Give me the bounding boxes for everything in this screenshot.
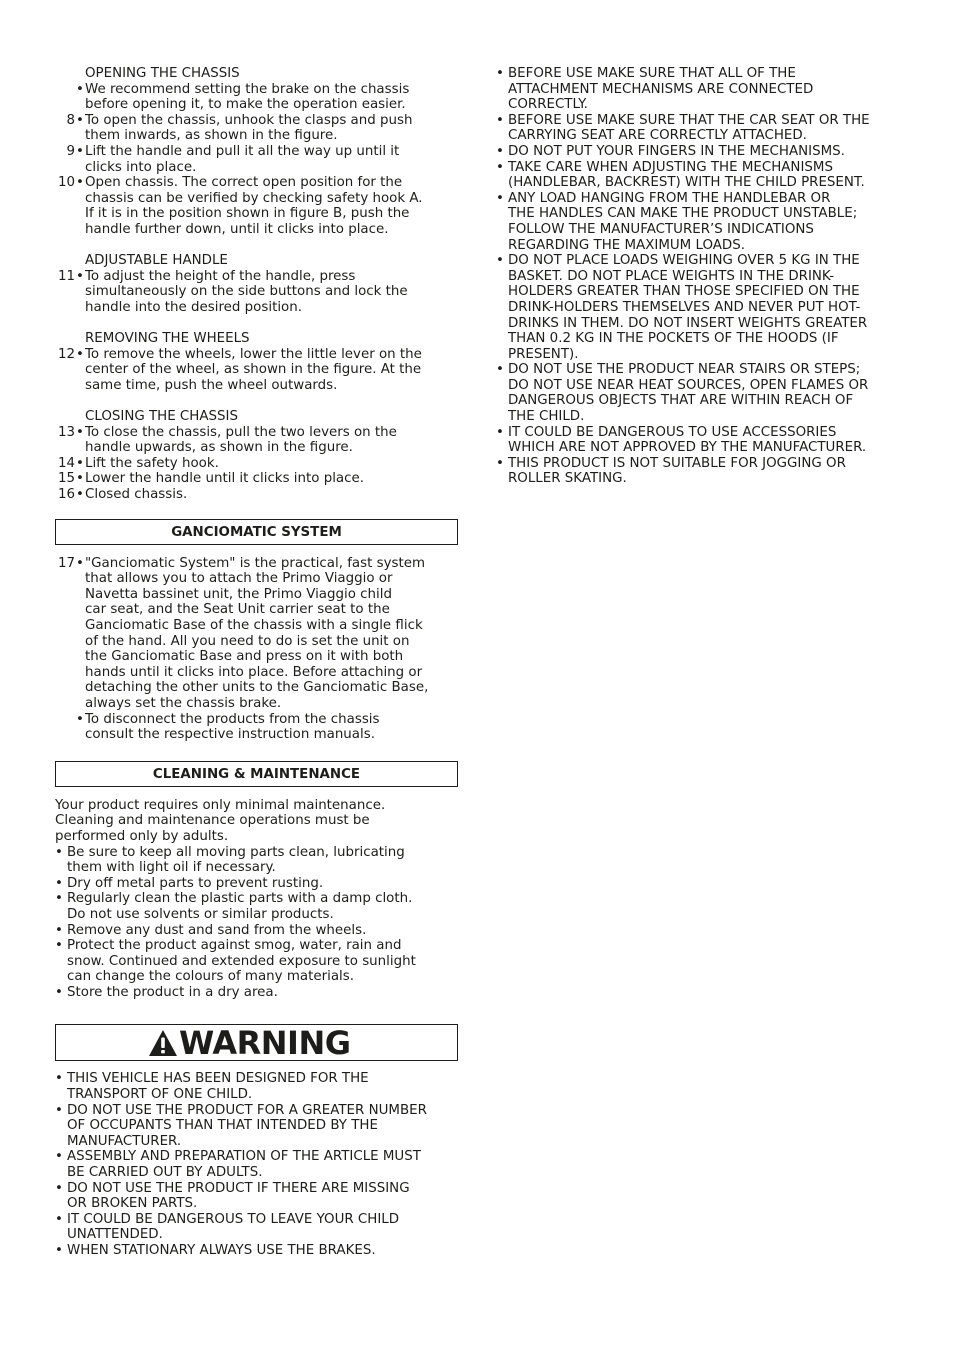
adjustable-title: ADJUSTABLE HANDLE — [85, 253, 228, 269]
removing-title: REMOVING THE WHEELS — [85, 331, 250, 347]
left-column — [55, 66, 458, 1259]
warning-heading — [55, 1024, 458, 1061]
list-item: 13 • To close the chassis, pull the two levers on the handle upwards, as shown in the figure. — [57, 424, 397, 456]
list-item: • Be sure to keep all moving parts clean, lubricating them with light oil if necessary. — [55, 844, 405, 876]
list-item: • DO NOT USE THE PRODUCT NEAR STAIRS OR STEPS; DO NOT USE NEAR HEAT SOURCES, OPEN FLAMES OR DANGEROUS OBJECTS THAT ARE WITHIN REACH OF THE CHILD. — [496, 362, 869, 425]
list-item: • THIS PRODUCT IS NOT SUITABLE FOR JOGGING OR ROLLER SKATING. — [496, 455, 846, 487]
removing-section — [55, 331, 458, 393]
list-item: 11 • To adjust the height of the handle, press simultaneously on the side buttons and lock the handle into the desired position. — [57, 268, 408, 315]
list-item: 10 • Open chassis. The correct open position for the chassis can be verified by checking safety hook A. If it is in the position shown in figure B, push the handle further down, until it clicks into place. — [57, 175, 423, 237]
list-item: • ANY LOAD HANGING FROM THE HANDLEBAR OR THE HANDLES CAN MAKE THE PRODUCT UNSTABLE; FOLLOW THE MANUFACTURER’S INDICATIONS REGARDING THE MAXIMUM LOADS. — [496, 190, 858, 253]
closing-title: CLOSING THE CHASSIS — [85, 409, 238, 425]
cleaning-section — [55, 798, 458, 1001]
list-item: 16 • Closed chassis. — [57, 487, 188, 503]
cleaning-intro: Your product requires only minimal maintenance. Cleaning and maintenance operations must be performed only by adults. — [55, 797, 386, 844]
list-item: • TAKE CARE WHEN ADJUSTING THE MECHANISMS (HANDLEBAR, BACKREST) WITH THE CHILD PRESENT. — [496, 159, 865, 191]
list-item: • Dry off metal parts to prevent rusting. — [55, 875, 324, 891]
opening-section — [55, 66, 458, 238]
warning-section — [55, 1071, 458, 1258]
list-item: 15 • Lower the handle until it clicks into place. — [57, 471, 364, 487]
adjustable-section — [55, 253, 458, 315]
list-item: 8 • To open the chassis, unhook the clasps and push them inwards, as shown in the figure. — [66, 112, 413, 144]
list-item: • DO NOT PLACE LOADS WEIGHING OVER 5 KG IN THE BASKET. DO NOT PLACE WEIGHTS IN THE DRINK- HOLDERS GREATER THAN THOSE SPECIFIED ON THE DRINK-HOLDERS THEMSELVES AND NEVER PUT HOT- DRINKS IN THEM. DO NOT INSERT WEIGHTS GREATER THAN 0.2 KG IN THE POCKETS OF THE HOODS (IF PRESENT). — [496, 253, 868, 362]
list-item: • WHEN STATIONARY ALWAYS USE THE BRAKES. — [55, 1243, 376, 1258]
list-item: • BEFORE USE MAKE SURE THAT ALL OF THE ATTACHMENT MECHANISMS ARE CONNECTED CORRECTLY. — [496, 66, 814, 113]
warning-triangle-icon — [148, 1029, 178, 1057]
list-item: • Remove any dust and sand from the wheels. — [55, 922, 367, 938]
ganciomatic-section — [55, 556, 458, 743]
list-item: • We recommend setting the brake on the chassis before opening it, to make the operation easier. — [76, 81, 410, 113]
list-item: • Store the product in a dry area. — [55, 984, 278, 1000]
list-item: • THIS VEHICLE HAS BEEN DESIGNED FOR THE TRANSPORT OF ONE CHILD. — [55, 1071, 369, 1103]
list-item: 17 • "Ganciomatic System" is the practical, fast system that allows you to attach the Primo Viaggio or Navetta bassinet unit, the Primo Viaggio child car seat, and the Seat Unit carrier seat to the Ganciomatic Base of the chassis with a single flick of the hand. All you need to do is set the unit on the Ganciomatic Base and press on it with both hands until it clicks into place. Before attaching or detaching the other units to the Ganciomatic Base, always set the chassis brake. — [57, 555, 429, 711]
list-item: • ASSEMBLY AND PREPARATION OF THE ARTICLE MUST BE CARRIED OUT BY ADULTS. — [55, 1149, 421, 1181]
list-item: • To disconnect the products from the chassis consult the respective instruction manuals. — [76, 711, 380, 743]
list-item: • IT COULD BE DANGEROUS TO LEAVE YOUR CHILD UNATTENDED. — [55, 1211, 400, 1243]
list-item: • Protect the product against smog, water, rain and snow. Continued and extended exposure to sunlight can change the colours of many materials. — [55, 938, 416, 985]
list-item: • DO NOT PUT YOUR FINGERS IN THE MECHANISMS. — [496, 143, 845, 159]
list-item: • IT COULD BE DANGEROUS TO USE ACCESSORIES WHICH ARE NOT APPROVED BY THE MANUFACTURER. — [496, 424, 867, 456]
list-item: • DO NOT USE THE PRODUCT IF THERE ARE MISSING OR BROKEN PARTS. — [55, 1180, 410, 1212]
opening-title: OPENING THE CHASSIS — [85, 66, 240, 81]
warning-continued-section — [496, 66, 906, 487]
cleaning-heading: CLEANING & MAINTENANCE — [55, 761, 458, 787]
right-column — [496, 66, 906, 487]
list-item: • DO NOT USE THE PRODUCT FOR A GREATER NUMBER OF OCCUPANTS THAN THAT INTENDED BY THE MANUFACTURER. — [55, 1102, 427, 1149]
list-item: • BEFORE USE MAKE SURE THAT THE CAR SEAT OR THE CARRYING SEAT ARE CORRECTLY ATTACHED. — [496, 112, 870, 144]
list-item: 14 • Lift the safety hook. — [57, 455, 219, 471]
list-item: • Regularly clean the plastic parts with a damp cloth. Do not use solvents or similar products. — [55, 891, 413, 922]
list-item: 12 • To remove the wheels, lower the little lever on the center of the wheel, as shown in the figure. At the same time, push the wheel outwards. — [57, 346, 422, 393]
warning-title: WARNING — [179, 1023, 351, 1062]
list-item: 9 • Lift the handle and pull it all the way up until it clicks into place. — [66, 143, 400, 175]
ganciomatic-heading: GANCIOMATIC SYSTEM — [55, 519, 458, 545]
closing-section — [55, 409, 458, 503]
